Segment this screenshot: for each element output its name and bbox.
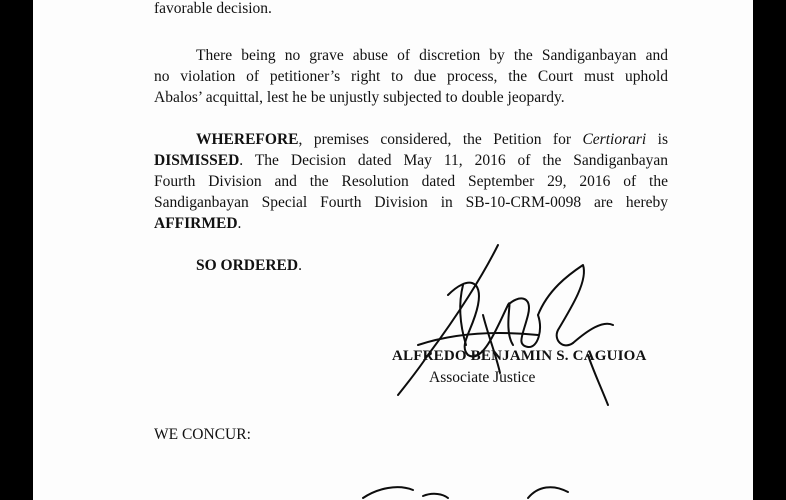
paragraph2-line2 <box>154 152 668 170</box>
certiorari-term: Certiorari <box>582 131 647 148</box>
paragraph2-line1 <box>196 131 668 149</box>
paragraph2-line1-text: , premises considered, the Petition for <box>298 131 583 148</box>
top-fragment: favorable decision. <box>154 0 272 17</box>
signatory-title: Associate Justice <box>429 369 536 386</box>
document-page <box>33 0 753 500</box>
so-ordered-end: . <box>298 257 302 274</box>
paragraph1-line3: Abalos’ acquittal, lest he be unjustly subjected to double jeopardy. <box>154 89 565 106</box>
partial-signatures <box>353 480 653 500</box>
so-ordered <box>196 257 302 275</box>
wherefore-label: WHEREFORE <box>196 131 299 148</box>
paragraph2-line3: Fourth Division and the Resolution dated September 29, 2016 of the <box>154 173 668 190</box>
paragraph1-line2: no violation of petitioner’s right to due process, the Court must uphold <box>154 68 668 85</box>
paragraph1-line1: There being no grave abuse of discretion by the Sandiganbayan and <box>196 47 668 64</box>
affirmed-end: . <box>237 215 242 232</box>
paragraph2-line5 <box>154 215 241 233</box>
paragraph2-line4: Sandiganbayan Special Fourth Division in SB-10-CRM-0098 are hereby <box>154 194 668 211</box>
so-ordered-label: SO ORDERED <box>196 257 299 274</box>
paragraph2-line2-text: . The Decision dated May 11, 2016 of the Sandiganbayan <box>239 152 668 169</box>
affirmed-label: AFFIRMED <box>154 215 238 232</box>
signatory-name: ALFREDO BENJAMIN S. CAGUIOA <box>392 348 647 364</box>
we-concur: WE CONCUR: <box>154 426 251 443</box>
paragraph2-line1-end: is <box>646 131 668 148</box>
dismissed-label: DISMISSED <box>154 152 240 169</box>
handwritten-signature <box>388 235 628 415</box>
